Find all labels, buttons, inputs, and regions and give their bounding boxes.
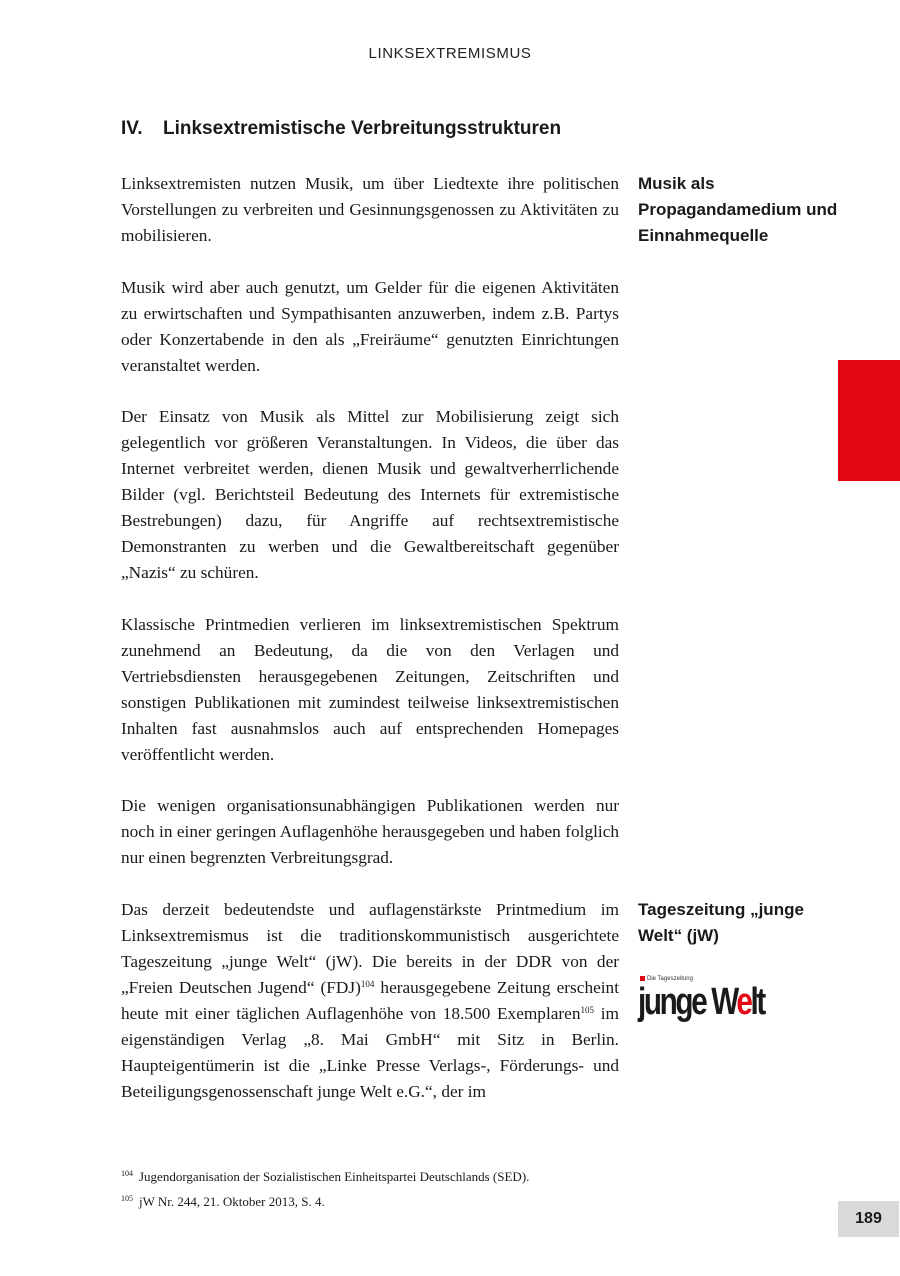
footnote-ref-105[interactable]: 105 (580, 1005, 594, 1015)
footnote-105: $^{105}$ jW Nr. 244, 21. Oktober 2013, S. 4. (121, 1194, 325, 1209)
footnote-104: $^{104}$ Jugendorganisation der Sozialistischen Einheitspartei Deutschlands (SED). (121, 1169, 530, 1184)
footnotes (121, 1163, 721, 1213)
paragraph: Linksextremisten nutzen Musik, um über Liedtexte ihre politischen Vorstellungen zu verbreiten und Gesinnungsgenossen zu Aktivitäten zu mobilisieren. (121, 174, 619, 245)
section-heading (121, 118, 561, 140)
section-number: IV. (121, 118, 143, 139)
chapter-tab-marker (838, 360, 900, 481)
paragraph-5-block (121, 793, 619, 871)
footnote-ref-104[interactable]: 104 (360, 979, 375, 989)
logo-tagline: Die Tageszeitung (640, 976, 693, 982)
running-header: LINKSEXTREMISMUS (368, 45, 532, 62)
paragraph-6-block (121, 897, 619, 1105)
paragraph-1-block (121, 171, 619, 249)
paragraph-2-block (121, 275, 619, 379)
section-title: Linksextremistische Verbreitungsstrukturen (163, 118, 562, 139)
margin-note-junge-welt: Tageszeitung „junge Welt“ (jW) (638, 900, 804, 945)
paragraph-3-block (121, 404, 619, 586)
paragraph: Klassische Printmedien verlieren im linksextremistischen Spektrum zunehmend an Bedeutung, da die von den Verlagen und Vertriebsdiensten herausgegebenen Zeitungen, Zeitschriften und sonstigen Publikationen mit zumindest teilweise linksextremistischen Inhalten fast ausnahmslos auch auf entsprechenden Homepages veröffentlicht werden. (121, 615, 619, 764)
logo-wordmark: junge Welt (638, 981, 764, 1023)
paragraph: Musik wird aber auch genutzt, um Gelder für die eigenen Aktivitäten zu erwirtschaften und Sympathisanten anzuwerben, indem z.B. Partys oder Konzertabende in den als „Freiräume“ genutzten Einrichtungen veranstaltet werden. (121, 278, 619, 375)
paragraph-4-block (121, 612, 619, 768)
paragraph: Die wenigen organisationsunabhängigen Publikationen werden nur noch in einer geringen Auflagenhöhe herausgegeben und haben folglich nur einen begrenzten Verbreitungsgrad. (121, 796, 619, 867)
margin-note-music: Musik als Propagandamedium und Einnahmequelle (638, 174, 838, 245)
page-number: 189 (838, 1201, 899, 1237)
paragraph: Das derzeit bedeutendste und auflagenstärkste Printmedium im Linksextremismus ist die traditionskommunistisch ausgerichtete Tageszeitung „junge Welt“ (jW). Die bereits in der DDR von der „Freien Deutschen Jugend“ (FDJ)$^{104}$ herausgegebene Zeitung erscheint heute mit einer täglichen Auflagenhöhe von 18.500 Exemplaren$^{105}$ im eigenständigen Verlag „8. Mai GmbH“ mit Sitz in Berlin. Haupteigentümerin ist die „Linke Presse Verlags-, Förderungs- und Beteiligungsgenossenschaft junge Welt e.G.“, der im (121, 900, 619, 1101)
junge-welt-logo (638, 976, 783, 1028)
paragraph: Der Einsatz von Musik als Mittel zur Mobilisierung zeigt sich gelegentlich vor größeren Veranstaltungen. In Videos, die über das Internet verbreitet werden, dienen Musik und gewaltverherrlichende Bilder (vgl. Berichtsteil Bedeutung des Internets für extremistische Bestrebungen) dazu, für Angriffe auf rechtsextremistische Demonstranten zu werben und die Gewaltbereitschaft gegenüber „Nazis“ zu schüren. (121, 407, 619, 582)
